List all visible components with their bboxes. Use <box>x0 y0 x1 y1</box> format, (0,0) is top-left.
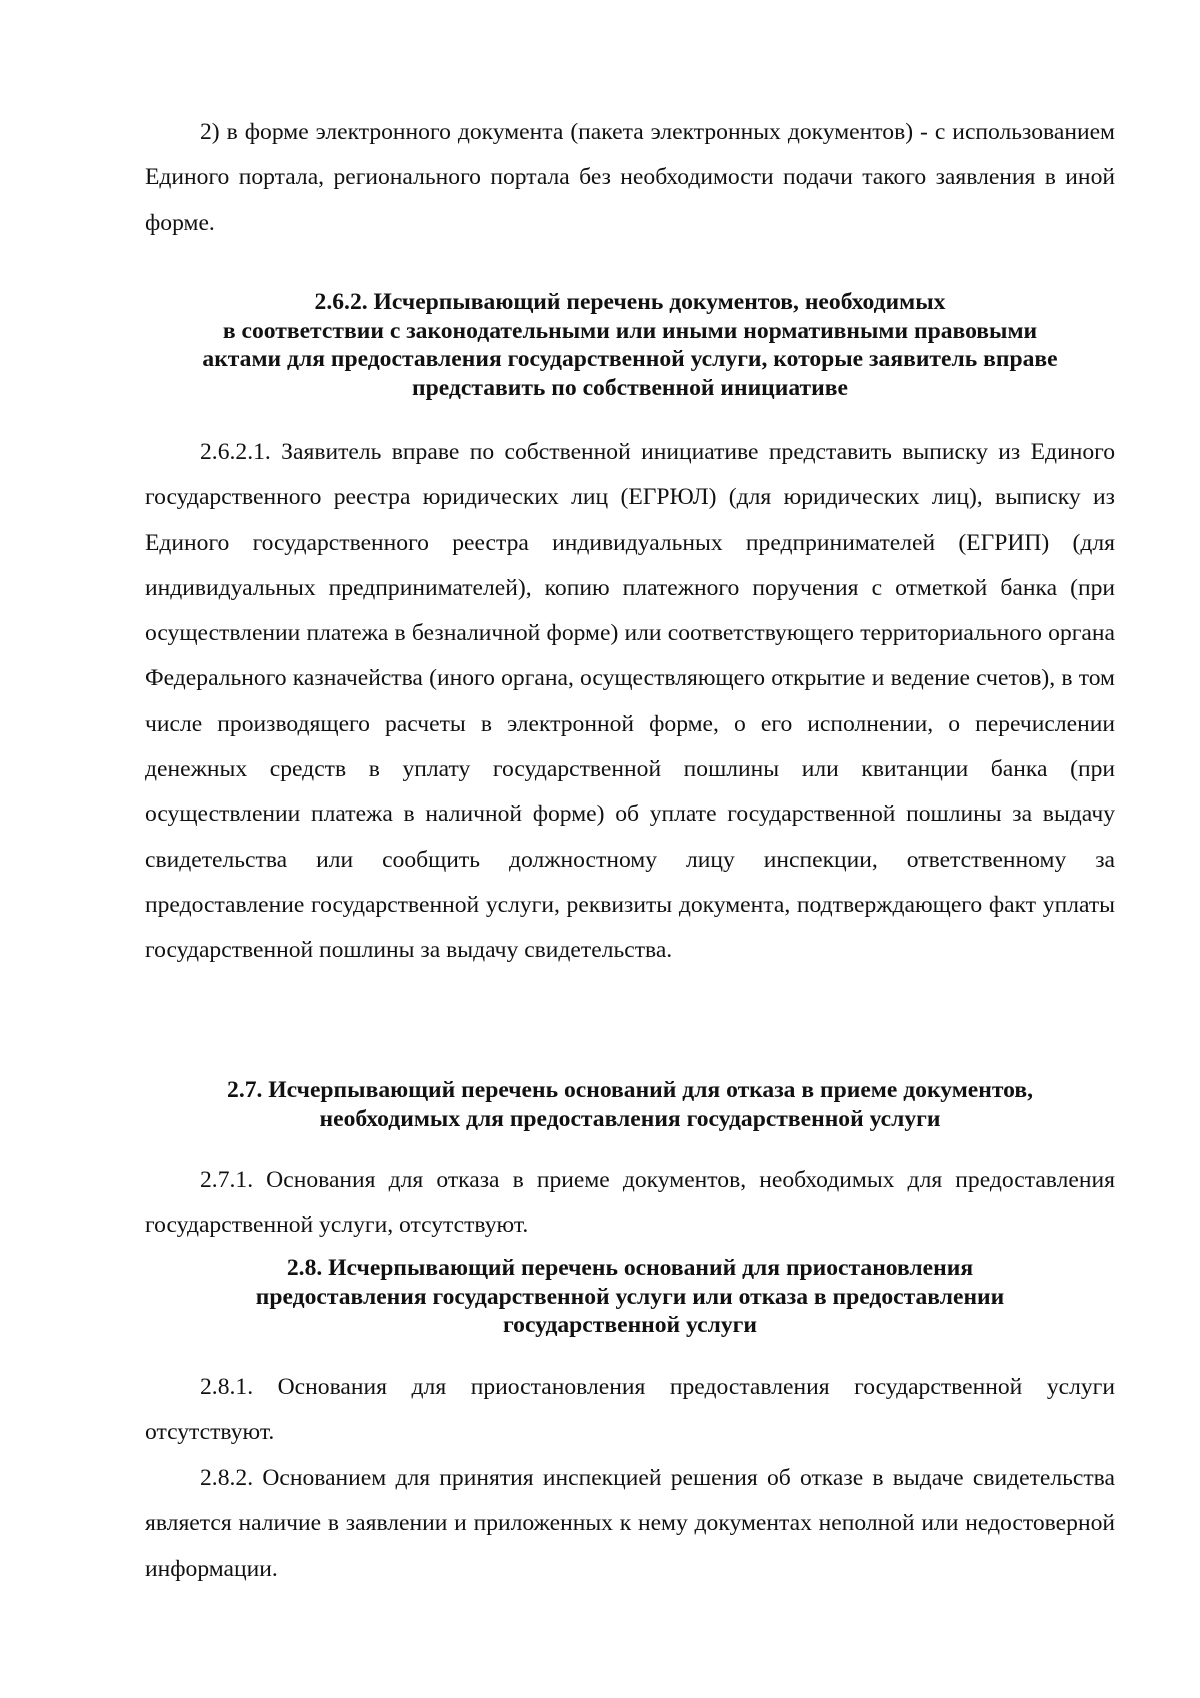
heading-line: в соответствии с законодательными или иными нормативными правовыми <box>222 317 1038 344</box>
heading-line: необходимых для предоставления государственной услуги <box>319 1105 941 1132</box>
paragraph-electronic-submission: 2) в форме электронного документа (пакета электронных документов) - с использованием Единого портала, регионального портала без необходимости подачи такого заявления в иной форме. <box>145 119 1115 236</box>
heading-2-7 <box>145 1076 1115 1133</box>
heading-line: государственной услуги <box>503 1312 757 1338</box>
heading-2-6-2 <box>145 288 1115 402</box>
heading-line: 2.7. Исчерпывающий перечень оснований для отказа в приеме документов, <box>227 1077 1033 1103</box>
heading-line: 2.6.2. Исчерпывающий перечень документов, необходимых <box>314 289 946 315</box>
paragraph-2-8-2: 2.8.2. Основанием для принятия инспекцией решения об отказе в выдаче свидетельства является наличие в заявлении и приложенных к нему документах неполной или недостоверной информации. <box>145 1465 1115 1582</box>
heading-line: представить по собственной инициативе <box>412 374 848 401</box>
paragraph-2-7-1: 2.7.1. Основания для отказа в приеме документов, необходимых для предоставления государственной услуги, отсутствуют. <box>145 1167 1115 1239</box>
paragraph-2-6-2-1: 2.6.2.1. Заявитель вправе по собственной инициативе представить выписку из Единого государственного реестра юридических лиц (ЕГРЮЛ) (для юридических лиц), выписку из Единого государственного реестра индивидуальных предпринимателей (ЕГРИП) (для индивидуальных предпринимателей), копию платежного поручения с отметкой банка (при осуществлении платежа в безналичной форме) или соответствующего территориального органа Федерального казначейства (иного органа, осуществляющего открытие и ведение счетов), в том числе производящего расчеты в электронной форме, о его исполнении, о перечислении денежных средств в уплату государственной пошлины или квитанции банка (при осуществлении платежа в наличной форме) об уплате государственной пошлины за выдачу свидетельства или сообщить должностному лицу инспекции, ответственному за предоставление государственной услуги, реквизиты документа, подтверждающего факт уплаты государственной пошлины за выдачу свидетельства. <box>145 439 1115 964</box>
heading-2-8 <box>145 1254 1115 1340</box>
heading-line: актами для предоставления государственной услуги, которые заявитель вправе <box>202 346 1058 372</box>
paragraph-2-8-1: 2.8.1. Основания для приостановления предоставления государственной услуги отсутствуют. <box>145 1374 1115 1446</box>
heading-line: предоставления государственной услуги или отказа в предоставлении <box>255 1283 1005 1310</box>
heading-line: 2.8. Исчерпывающий перечень оснований для приостановления <box>286 1255 974 1281</box>
